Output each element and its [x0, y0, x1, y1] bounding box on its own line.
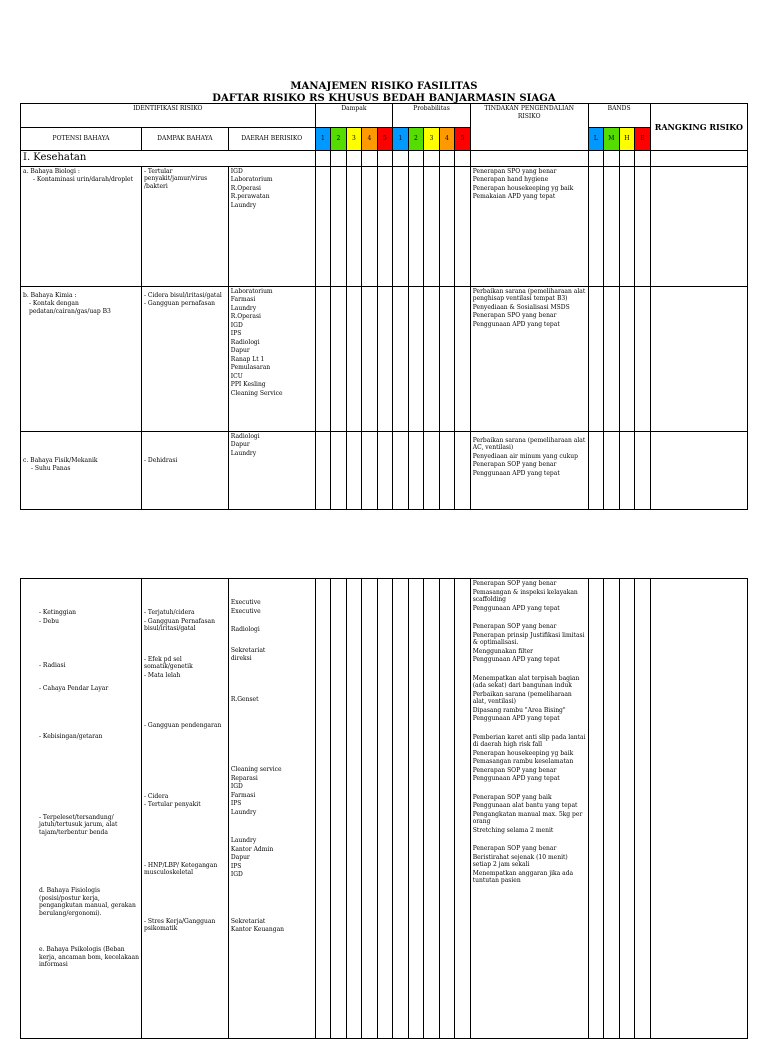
prob-scale-1: 1 — [393, 128, 409, 151]
dampak-scale-5: 5 — [377, 128, 393, 151]
dampak-scale-3: 3 — [346, 128, 362, 151]
prob-scale-3: 3 — [424, 128, 440, 151]
risk-register-table-page1 — [20, 103, 748, 510]
prob-scale-4: 4 — [439, 128, 455, 151]
header-dampak: Dampak — [315, 104, 393, 128]
header-bands: BANDS — [588, 104, 650, 128]
potensi-cell: b. Bahaya Kimia : - Kontak dengan pedatan/cairan/gas/uap B3 — [21, 286, 142, 431]
potensi-cell: a. Bahaya Biologi : - Kontaminasi urin/darah/droplet — [21, 166, 142, 286]
daerah-cell: Laboratorium Farmasi Laundry R.Operasi IGD IPS Radiologi Dapur Ranap Lt 1 Pemulasaran ICU PPI Kesling Cleaning Service — [228, 286, 315, 431]
band-m: M — [604, 128, 620, 151]
table-row — [21, 166, 748, 286]
tindakan-cell: Penerapan SOP yang benar Pemasangan & inspeksi kelayakan scaffolding Penggunaan APD yang tepat Penerapan SOP yang benar Penerapan prinsip Justifikasi limitasi & optimalisasi. Menggunakan filter Penggunaan APD yang tepat Menempatkan alat terpisah bagian (ada sekat) dari bangunan induk Perbaikan sarana (pemeliharaan alat, ventilasi) Dipasang rambu "Area Bising" Penggunaan APD yang tepat Pemberian karet anti slip pada lantai di daerah high risk fall Penerapan housekeeping yg baik Pemasangan rambu keselamatan Penerapan SOP yang benar Penggunaan APD yang tepat Penerapan SOP yang baik Penggunaan alat bantu yang tepat Pengangkatan manual max. 5kg per orang Stretching selama 2 menit Penerapan SOP yang benar Beristirahat sejenak (10 menit) setiap 2 jam sekali Menempatkan anggaran jika ada tuntutan pasien — [470, 579, 588, 1039]
table-row — [21, 431, 748, 509]
document-title-line2: DAFTAR RISIKO RS KHUSUS BEDAH BANJARMASIN SIAGA — [212, 93, 556, 104]
tindakan-cell: Perbaikan sarana (pemeliharaan alat penghisap ventilasi tempat B3) Penyediaan & Sosialisasi MSDS Penerapan SPO yang benar Penggunaan APD yang tepat — [470, 286, 588, 431]
header-daerah: DAERAH BERISIKO — [228, 128, 315, 151]
band-h: H — [619, 128, 635, 151]
band-e: E — [635, 128, 651, 151]
risk-register-table-page2 — [20, 578, 748, 1039]
tindakan-cell: Penerapan SPO yang benar Penerapan hand hygiene Penerapan housekeeping yg baik Pemakaian APD yang tepat — [470, 166, 588, 286]
band-l: L — [588, 128, 604, 151]
header-probabilitas: Probabilitas — [393, 104, 471, 128]
section-kesehatan: I. Kesehatan — [21, 151, 316, 167]
table-row — [21, 286, 748, 431]
header-identifikasi: IDENTIFIKASI RISIKO — [21, 104, 316, 128]
dampak-scale-2: 2 — [331, 128, 347, 151]
daerah-cell: Executive Executive Radiologi Sekretariat direksi R.Genset Cleaning service Reparasi IGD Farmasi IPS Laundry Laundry Kantor Admin Dapur IPS IGD Sekretariat Kantor Keuangan — [228, 579, 315, 1039]
prob-scale-2: 2 — [408, 128, 424, 151]
dampak-scale-1: 1 — [315, 128, 331, 151]
dampak-cell: - Dehidrasi — [141, 431, 228, 509]
dampak-cell: - Terjatuh/cidera - Gangguan Pernafasan bisul/iritasi/gatal - Efek pd sel somatik/genetik - Mata lelah - Gangguan pendengaran - Cidera - Tertular penyakit - HNP/LBP/ Ketegangan musculoskeletal - Stres Kerja/Gangguan psikomatik — [141, 579, 228, 1039]
potensi-cell: c. Bahaya Fisik/Mekanik - Suhu Panas — [21, 431, 142, 509]
header-rangking: RANGKING RISIKO — [650, 104, 747, 151]
header-potensi: POTENSI BAHAYA — [21, 128, 142, 151]
header-dampak-bahaya: DAMPAK BAHAYA — [141, 128, 228, 151]
daerah-cell: Radiologi Dapur Laundry — [228, 431, 315, 509]
daerah-cell: IGD Laboratorium R.Operasi R.perawatan Laundry — [228, 166, 315, 286]
tindakan-cell: Perbaikan sarana (pemeliharaan alat AC, ventilasi) Penyediaan air minum yang cukup Penerapan SOP yang benar Penggunaan APD yang tepat — [470, 431, 588, 509]
dampak-scale-4: 4 — [362, 128, 378, 151]
prob-scale-5: 5 — [455, 128, 471, 151]
dampak-cell: - Cidera bisul/iritasi/gatal - Gangguan pernafasan — [141, 286, 228, 431]
table-row — [21, 579, 748, 1039]
potensi-cell: - Ketinggian - Debu - Radiasi - Cahaya Pendar Layar - Kebisingan/getaran - Terpeleset/tersandung/ jatuh/tertusuk jarum, alat tajam/terbentur benda d. Bahaya Fisiologis (posisi/postur kerja, pengangkutan manual, gerakan berulang/ergonomi). e. Bahaya Psikologis (Beban kerja, ancaman bom, kecelakaan informasi — [21, 579, 142, 1039]
document-title-line1: MANAJEMEN RISIKO FASILITAS — [290, 81, 478, 92]
dampak-cell: - Tertular penyakit/jamur/virus /bakteri — [141, 166, 228, 286]
header-tindakan: TINDAKAN PENGENDALIAN RISIKO — [470, 104, 588, 151]
